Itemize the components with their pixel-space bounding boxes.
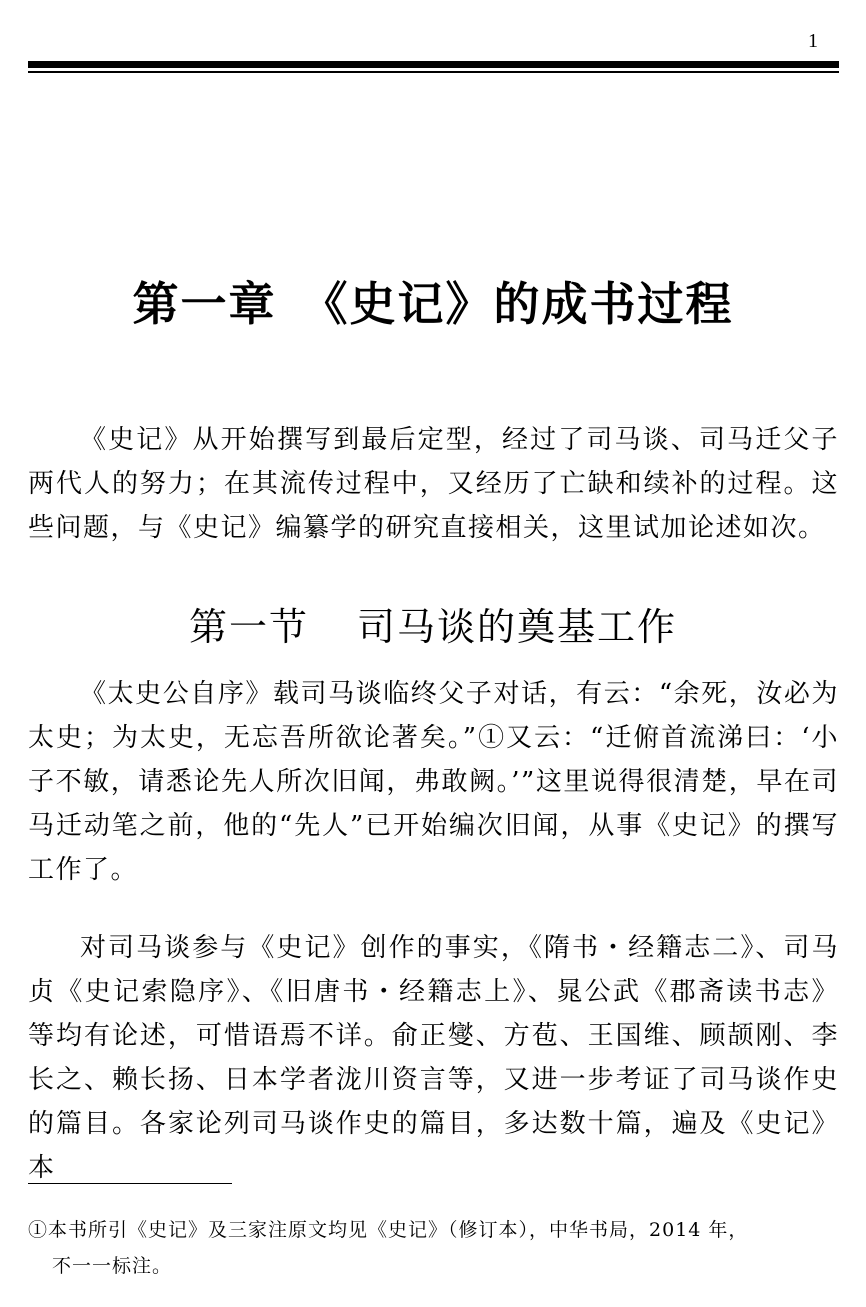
section-number: 第一节 (188, 605, 309, 649)
footnote-text-continued: 不一一标注。 (52, 1255, 173, 1277)
intro-paragraph: 《史记》从开始撰写到最后定型，经过了司马谈、司马迁父子两代人的努力；在其流传过程中，又经历了亡缺和续补的过程。这些问题，与《史记》编纂学的研究直接相关，这里试加论述如次。 (28, 425, 839, 543)
footnote-text: 本书所引《史记》及三家注原文均见《史记》（修订本），中华书局，2014 年， (48, 1219, 749, 1241)
body-paragraph (28, 672, 839, 892)
paragraph-text: 又云：“迁俯首流涕曰：‘小子不敏，请悉论先人所次旧闻，弗敢阙。’”这里说得很清楚，早在司马迁动笔之前，他的“先人”已开始编次旧闻，从事《史记》的撰写工作了。 (28, 723, 839, 885)
footnote-rule (28, 1183, 232, 1184)
header-rule-thick (28, 61, 839, 68)
section-title (0, 596, 866, 651)
footnote-mark: ① (28, 1219, 49, 1241)
page-number: 1 (808, 30, 818, 52)
chapter-title: 第一章 《史记》的成书过程 (132, 277, 734, 331)
footnote (28, 1212, 839, 1284)
paragraph-text: 《太史公自序》载司马谈临终父子对话，有云：“余死，汝必为太史；为太史，无忘吾所欲论著矣。” (28, 679, 839, 753)
header-rule-thin (28, 71, 839, 73)
body-paragraph: 对司马谈参与《史记》创作的事实，《隋书・经籍志二》、司马贞《史记索隐序》、《旧唐书・经籍志上》、晁公武《郡斋读书志》等均有论述，可惜语焉不详。俞正燮、方苞、王国维、顾颉刚、李长之、赖长扬、日本学者泷川资言等，又进一步考证了司马谈作史的篇目。各家论列司马谈作史的篇目，多达数十篇，遍及《史记》本 (28, 933, 839, 1183)
section-name: 司马谈的奠基工作 (357, 605, 678, 649)
footnote-reference[interactable]: ① (477, 723, 507, 753)
